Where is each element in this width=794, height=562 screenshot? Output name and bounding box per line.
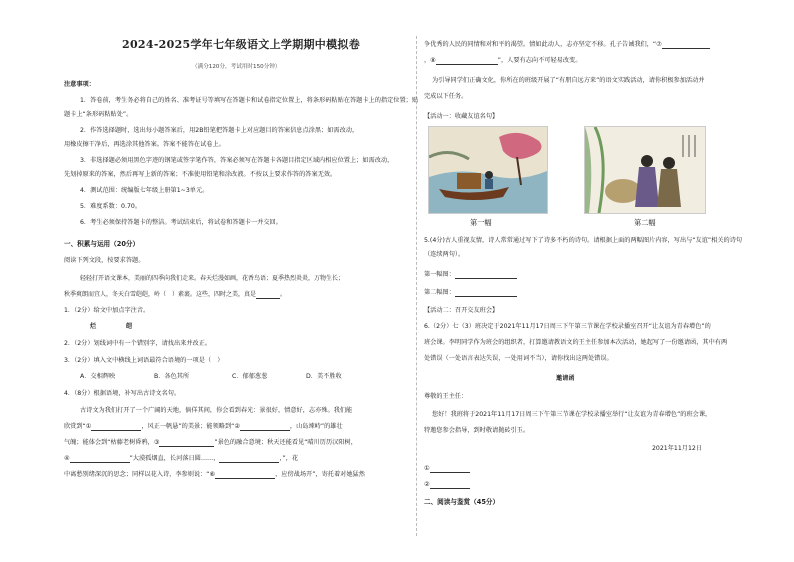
q3-option-c: C．郁郁葱葱 <box>232 373 268 380</box>
picture-1-caption: 第一幅 <box>470 218 492 227</box>
left-column <box>64 0 419 562</box>
question-4: 4．（8分）根据语境，补写出古诗文名句。 <box>64 390 181 397</box>
q4-blank-4 <box>70 455 130 463</box>
q6-answer-1: ① <box>424 464 470 473</box>
ink-painting-farewell <box>584 126 706 214</box>
q5-blank-1 <box>455 271 517 279</box>
passage-line-1: 轻轻打开语文课本，美丽的四季向我们走来。春天烂漫如画，花香鸟语；夏季热烈炎炎，万物生长； <box>80 275 345 282</box>
letter-date: 2021年11月12日 <box>652 445 703 452</box>
q4-line-4: ④ ”大漠孤烟直，长河落日圆……， ，”，花 <box>64 455 299 462</box>
note-line-4: 用橡皮擦干净后，再选涂其他答案。答案不能答在试卷上。 <box>64 141 225 148</box>
letter-body-1: 您好！我班将于2021年11月17日周三下午第三节课在学校录播室举行“让友谊为青春增色”的班会课， <box>432 411 712 418</box>
column-divider <box>416 36 418 536</box>
q4-blank-2 <box>240 423 290 431</box>
question-1: 1．（2分）给文中加点字注音。 <box>64 307 150 314</box>
note-line-5: 3．非选择题必须用黑色字迹的钢笔或签字笔作答，答案必须写在答题卡各题目指定区域内相应位置上；如需改动， <box>80 157 394 164</box>
note-line-1: 1．答卷前，考生务必将自己的姓名、准考证号等填写在答题卡和试卷指定位置上，将条形码粘贴在答题卡上的指定位置；贴 <box>80 97 419 104</box>
letter-title: 邀请函 <box>556 375 575 382</box>
q3-option-d: D．美不胜收 <box>306 373 342 380</box>
activity-intro-2: 完成以下任务。 <box>424 93 468 100</box>
activity-2-heading: 【活动二：召开交友班会】 <box>424 307 499 314</box>
q4-blank-6 <box>215 471 275 479</box>
activity-intro-1: 为引导同学们正确文化，你所在的班级开展了“有朋自远方来”的语文实践活动，请你积极参加活动并 <box>432 77 705 84</box>
right-column <box>424 0 743 562</box>
passage-blank <box>256 291 280 299</box>
note-line-6: 先划掉原来的答案，然后再写上新的答案；不准使用铅笔和涂改液。不按以上要求作答的答案无效。 <box>64 171 337 178</box>
question-3: 3．（2分）填入文中横线上词语最符合语境的一项是（ ） <box>64 357 224 364</box>
question-5: 5.(4分)古人重视友情，诗人常常通过写下了诗多不朽的诗句。请根据上面的两幅图片内容，写出与“友谊”相关的诗句 <box>424 237 743 244</box>
q3-option-a: A．交相辉映 <box>80 373 116 380</box>
reading-intro: 阅读下列文段，按要求答题。 <box>64 257 145 264</box>
q5-answer-2: 第二幅图： <box>424 288 517 297</box>
exam-subtitle: （满分120分，考试用时150分钟） <box>192 64 281 70</box>
notes-heading: 注意事项： <box>64 81 95 88</box>
page-title: 2024-2025学年七年级语文上学期期中模拟卷 <box>122 38 360 51</box>
note-line-9: 6．考生必须保持答题卡的整洁。考试结束后，将试卷和答题卡一并交回。 <box>80 219 282 226</box>
passage-line-2: 秋季爽朗而宜人，冬天白雪皑皑，岭（ ）素裹。这些，四时之美，真是 。 <box>64 291 287 298</box>
activity-1-heading: 【活动一：收藏友谊名句】 <box>424 113 499 120</box>
letter-greeting: 尊敬的王主任： <box>424 393 468 400</box>
note-line-7: 4．测试范围：统编版七年级上册第1~3单元。 <box>80 187 209 194</box>
question-5-continued: （连续两句）。 <box>424 251 465 258</box>
note-line-8: 5．难度系数：0.70。 <box>80 203 142 210</box>
section-2-heading: 二、阅读与鉴赏（45分） <box>424 498 500 506</box>
q5-blank-2 <box>455 289 517 297</box>
question-6-line-2: 班会课。李明同学作为班会的组织者，打算邀请教语文的王主任参加本次活动，她起写了一份邀请函，其中有两 <box>424 339 728 346</box>
q1-char-2: 皑 <box>126 323 133 330</box>
q6-blank-1 <box>430 465 470 473</box>
letter-body-2: 特邀您参会指导，到时敬请抛砖引玉。 <box>424 427 530 434</box>
q5-answer-1: 第一幅图： <box>424 270 517 279</box>
q4-blank-1 <box>91 423 141 431</box>
q6-answer-2: ② <box>424 480 470 489</box>
q4-blank-7 <box>662 41 710 49</box>
question-6-line-3: 处错误（一处语言表达失误，一处用词不当），请你找出这两处错误。 <box>424 355 613 362</box>
right-top-line-1: 争优秀的人民的同情和对和平的渴望。情如此动人，志亦坚定不移。孔子告诫我们，“⑦ <box>424 40 710 49</box>
picture-2-caption: 第二幅 <box>634 218 656 227</box>
q4-line-3: 气魄；能体会到“枯藤老树昏鸦，③ ”景色的融合意境；秋天还能看见“晴川历历汉阳树， <box>64 439 357 446</box>
question-6-line-1: 6.（2分）七（3）班决定于2021年11月17日周三下午第三节课在学校录播室召开“让友谊为青春增色”的 <box>424 323 711 330</box>
right-top-line-2: ，⑧ ”，人要有志向不可轻易改变。 <box>424 57 582 64</box>
q1-char-1: 烂 <box>90 323 97 330</box>
ink-painting-boat <box>428 126 548 214</box>
q4-blank-3 <box>159 439 214 447</box>
q4-blank-5 <box>219 455 279 463</box>
q4-blank-8 <box>436 57 498 65</box>
q3-option-b: B．各色其所 <box>154 373 190 380</box>
question-2: 2．（2分）划线词中有一个错别字，请找出来并改正。 <box>64 340 212 347</box>
note-line-2: 题卡上“条形码粘贴处”。 <box>64 111 133 118</box>
q4-line-5: 中离愁别绪深沉的思念；同样以花入诗，李参则说：“⑥ ，应傍战场开”，寄托着对她猛然 <box>64 471 365 478</box>
q6-blank-2 <box>430 481 470 489</box>
q4-line-1: 古诗文为我们打开了一个广阔的天地，倘佯其间，你会看到春光：景很好，情意好，志亦殊。我们能 <box>80 407 353 414</box>
section-1-heading: 一、积累与运用（20分） <box>64 240 140 248</box>
q4-line-2: 欣赏到“① ，风正一帆悬”的美景；能领略到“② ，山岛竦峙”的雄壮 <box>64 423 343 430</box>
note-line-3: 2．作答选择题时，选出每小题答案后，用2B铅笔把答题卡上对应题目的答案信息点涂黑；如需改动， <box>80 127 359 134</box>
